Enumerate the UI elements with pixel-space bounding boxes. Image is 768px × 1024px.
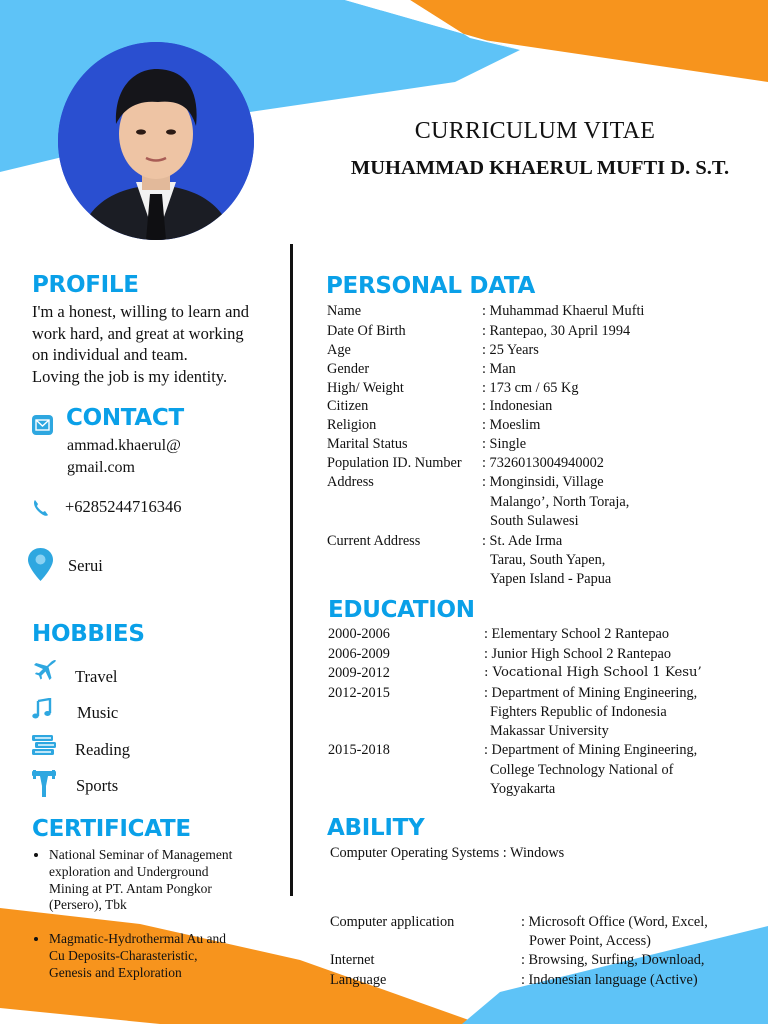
ability-os: Computer Operating Systems : Windows: [330, 845, 565, 861]
pd-value: : Single: [482, 436, 527, 452]
edu-years: 2012-2015: [328, 684, 390, 701]
hobbies-heading: HOBBIES: [32, 621, 145, 647]
ability-label: Computer application: [330, 913, 455, 930]
pd-label: Marital Status: [327, 436, 408, 452]
pd-label: Current Address: [327, 532, 421, 549]
contact-email[interactable]: [67, 435, 181, 478]
pd-value: South Sulawesi: [490, 513, 579, 529]
edu-school: : Department of Mining Engineering,: [484, 684, 698, 701]
pd-value: Tarau, South Yapen,: [490, 552, 606, 568]
email-icon: [31, 414, 54, 436]
airplane-icon: [33, 659, 57, 681]
pd-value: : 25 Years: [482, 342, 539, 358]
email-line: ammad.khaerul@: [67, 437, 181, 454]
phone-icon: [32, 498, 50, 518]
books-icon: [31, 733, 58, 757]
certificate-list: [30, 847, 232, 999]
dumbbell-icon: [32, 770, 56, 798]
pd-label: Age: [327, 342, 351, 358]
pd-value: Yapen Island - Papua: [490, 571, 612, 587]
pd-label: Population ID. Number: [327, 455, 462, 471]
pd-label: High/ Weight: [327, 380, 404, 396]
contact-heading: CONTACT: [66, 405, 184, 431]
personal-data-heading: PERSONAL DATA: [326, 273, 536, 299]
pd-label: Name: [327, 303, 362, 319]
education-heading: EDUCATION: [328, 597, 475, 623]
location-pin-icon: [27, 547, 54, 582]
certificate-line: Cu Deposits-Charasteristic,: [49, 947, 198, 963]
profile-photo: [58, 42, 254, 240]
ability-value: : Browsing, Surfing, Download,: [521, 951, 705, 968]
pd-value: Malango’, North Toraja,: [490, 493, 630, 510]
certificate-heading: CERTIFICATE: [32, 816, 191, 842]
certificate-line: (Persero), Tbk: [49, 897, 127, 913]
pd-value: : Moeslim: [482, 416, 541, 433]
ability-heading: ABILITY: [327, 815, 425, 841]
pd-value: : St. Ade Irma: [482, 532, 563, 549]
edu-school: Fighters Republic of Indonesia: [490, 703, 667, 720]
certificate-line: Genesis and Exploration: [49, 964, 182, 980]
ability-label: Internet: [330, 951, 375, 968]
pd-value: : Muhammad Khaerul Mufti: [482, 303, 645, 319]
hobby-sports: Sports: [76, 776, 119, 795]
profile-line: I'm a honest, willing to learn and: [32, 302, 249, 321]
ability-value: Power Point, Access): [529, 932, 651, 949]
contact-location: Serui: [68, 556, 103, 575]
pd-label: Date Of Birth: [327, 322, 406, 339]
profile-text: [32, 301, 249, 387]
pd-value: : 173 cm / 65 Kg: [482, 380, 579, 396]
edu-school: Yogyakarta: [490, 781, 556, 797]
candidate-name: MUHAMMAD KHAERUL MUFTI D. S.T.: [350, 157, 730, 179]
profile-line: work hard, and great at working: [32, 323, 244, 343]
certificate-line: Mining at PT. Antam Pongkor: [49, 880, 212, 896]
pd-value: : Monginsidi, Village: [482, 474, 604, 490]
hobby-travel: Travel: [75, 667, 118, 686]
edu-school: College Technology National of: [490, 761, 674, 778]
edu-school: : Junior High School 2 Rantepao: [484, 645, 672, 662]
edu-school: : Elementary School 2 Rantepao: [484, 626, 670, 642]
edu-school: Makassar University: [490, 723, 609, 739]
ability-value: : Microsoft Office (Word, Excel,: [521, 913, 708, 930]
contact-phone[interactable]: +6285244716346: [65, 497, 182, 516]
pd-value: : 7326013004940002: [482, 455, 604, 471]
edu-school: : Department of Mining Engineering,: [484, 742, 698, 758]
certificate-line: • Magmatic-Hydrothermal Au and: [49, 931, 226, 947]
cv-title: CURRICULUM VITAE: [414, 118, 656, 144]
profile-line: Loving the job is my identity.: [32, 366, 228, 386]
hobby-reading: Reading: [75, 740, 130, 759]
pd-value: : Rantepao, 30 April 1994: [482, 322, 631, 339]
certificate-item: [49, 931, 232, 981]
ability-value: : Indonesian language (Active): [521, 971, 698, 988]
column-divider: [290, 244, 293, 896]
pd-label: Gender: [327, 361, 370, 377]
profile-line: on individual and team.: [32, 345, 188, 364]
profile-heading: PROFILE: [32, 272, 139, 298]
edu-years: 2009-2012: [328, 664, 390, 681]
edu-years: 2006-2009: [328, 645, 390, 662]
certificate-item: [49, 847, 232, 914]
music-note-icon: [32, 698, 52, 720]
certificate-line: • National Seminar of Management: [49, 847, 233, 862]
pd-value: : Man: [482, 361, 516, 377]
hobby-music: Music: [77, 703, 119, 722]
ability-label: Language: [330, 971, 387, 988]
email-line: gmail.com: [67, 458, 135, 476]
edu-school: : Vocational High School 1 Kesu’: [484, 664, 702, 680]
edu-years: 2015-2018: [328, 742, 390, 758]
pd-label: Address: [327, 474, 374, 490]
certificate-line: exploration and Underground: [49, 863, 209, 879]
pd-value: : Indonesian: [482, 397, 553, 414]
pd-label: Citizen: [327, 397, 369, 414]
edu-years: 2000-2006: [328, 626, 390, 642]
pd-label: Religion: [327, 416, 377, 433]
